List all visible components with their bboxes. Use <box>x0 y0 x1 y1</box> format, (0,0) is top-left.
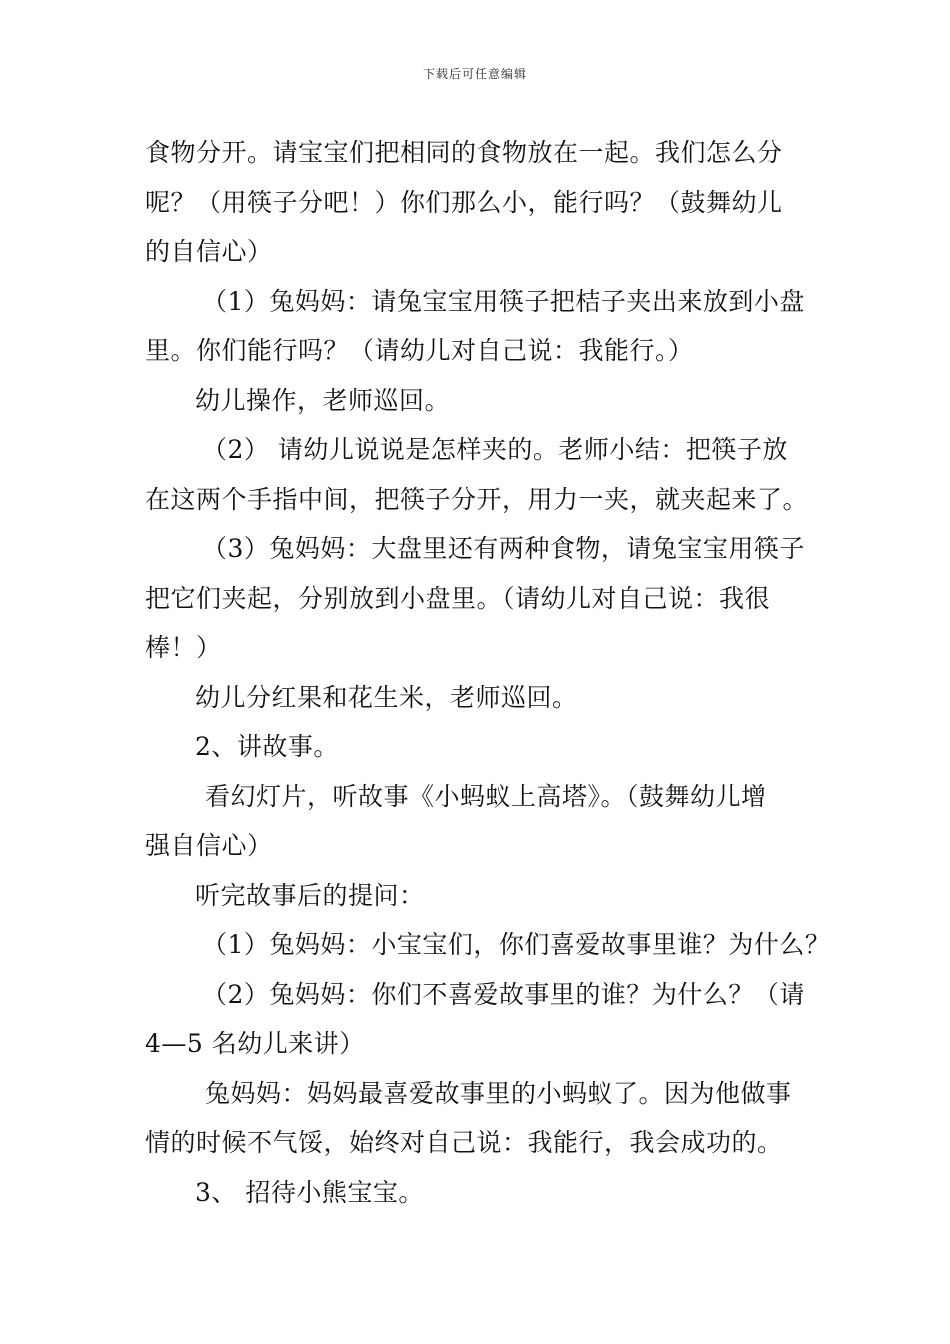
text-line: （3）兔妈妈：大盘里还有两种食物，请兔宝宝用筷子 <box>202 534 805 563</box>
text-line: 看幻灯片，听故事《小蚂蚁上高塔》。（鼓舞幼儿增 <box>205 781 767 811</box>
text-line: 在这两个手指中间，把筷子分开，用力一夹，就夹起来了。 <box>145 484 809 514</box>
text-line: 2、讲故事。 <box>195 732 339 761</box>
text-line: 把它们夹起，分别放到小盘里。（请幼儿对自己说：我很 <box>145 583 771 613</box>
text-line: 食物分开。请宝宝们把相同的食物放在一起。我们怎么分 <box>145 138 783 167</box>
text-line: （1）兔妈妈：小宝宝们，你们喜爱故事里谁？为什么？ <box>202 930 831 959</box>
text-line: （1）兔妈妈：请兔宝宝用筷子把桔子夹出来放到小盘 <box>202 286 805 316</box>
document-body <box>145 128 831 1217</box>
text-line: 棒！） <box>145 633 222 662</box>
text-line: 幼儿分红果和花生米，老师巡回。 <box>195 682 578 712</box>
text-line: 幼儿操作，老师巡回。 <box>195 385 451 415</box>
text-line: 里。你们能行吗？（请幼儿对自己说：我能行。） <box>145 336 694 365</box>
page-header: 下载后可任意编辑 <box>422 67 527 81</box>
text-line: 听完故事后的提问： <box>195 880 425 910</box>
text-line: 强自信心） <box>145 831 273 860</box>
text-line: 呢？（用筷子分吧！）你们那么小，能行吗？（鼓舞幼儿 <box>145 187 783 217</box>
text-line: （2） 请幼儿说说是怎样夹的。老师小结：把筷子放 <box>202 435 788 464</box>
text-line: 的自信心） <box>145 237 273 266</box>
text-line: 情的时候不气馁，始终对自己说：我能行，我会成功的。 <box>145 1128 783 1157</box>
text-line: 4—5 名幼儿来讲） <box>145 1029 365 1058</box>
text-line: （2）兔妈妈：你们不喜爱故事里的谁？为什么？（请 <box>202 979 805 1009</box>
text-line: 3、 招待小熊宝宝。 <box>195 1177 424 1207</box>
text-line: 兔妈妈：妈妈最喜爱故事里的小蚂蚁了。因为他做事 <box>205 1078 792 1108</box>
